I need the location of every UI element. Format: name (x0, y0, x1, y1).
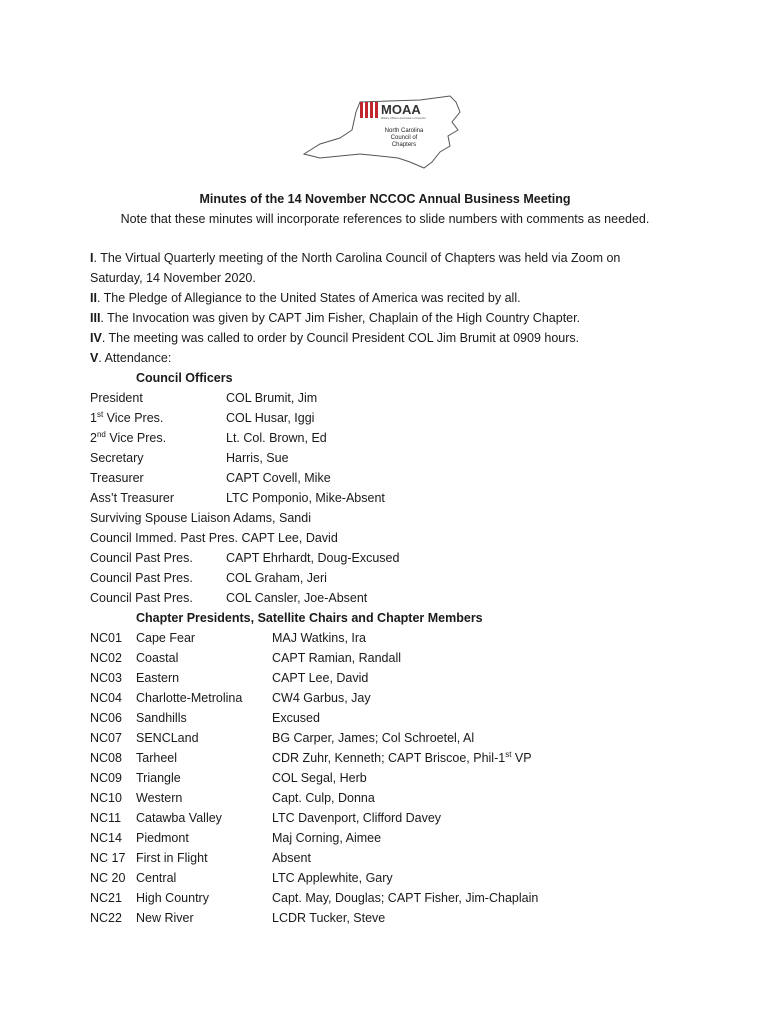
chapter-representative: Absent (272, 851, 311, 865)
chapter-row (90, 688, 690, 708)
officer-row: 1st Vice Pres. COL Husar, Iggi (90, 410, 315, 425)
chapter-name: Triangle (136, 771, 181, 785)
chapter-name: Charlotte-Metrolina (136, 691, 243, 705)
chapter-code: NC14 (90, 831, 122, 845)
surviving-spouse-liaison: Surviving Spouse Liaison Adams, Sandi (90, 511, 311, 525)
chapter-representative: LCDR Tucker, Steve (272, 911, 386, 925)
chapter-representative: Maj Corning, Aimee (272, 831, 382, 845)
chapter-code: NC06 (90, 711, 122, 725)
chapter-name: High Country (136, 891, 209, 905)
immediate-past-president: Council Immed. Past Pres. CAPT Lee, David (90, 531, 338, 545)
document-note: Note that these minutes will incorporate references to slide numbers with comments as needed. (120, 212, 650, 226)
council-line-1: North Carolina (384, 128, 424, 134)
chapter-name: First in Flight (136, 851, 208, 865)
chapter-representative: CAPT Ramian, Randall (272, 651, 401, 665)
chapter-code: NC 20 (90, 871, 126, 885)
chapter-representative: LTC Applewhite, Gary (272, 871, 393, 885)
chapter-name: Catawba Valley (136, 811, 222, 825)
chapter-code: NC10 (90, 791, 122, 805)
chapter-code: NC02 (90, 651, 122, 665)
item-iii: III. The Invocation was given by CAPT Jim Fisher, Chaplain of the High Country Chapter. (90, 311, 581, 325)
chapter-code: NC21 (90, 891, 122, 905)
chapter-code: NC 17 (90, 851, 126, 865)
item-ii: II. The Pledge of Allegiance to the United States of America was recited by all. (90, 291, 521, 305)
chapter-name: Eastern (136, 671, 180, 685)
chapter-representative: CW4 Garbus, Jay (272, 691, 371, 705)
chapter-representative: LTC Davenport, Clifford Davey (272, 811, 442, 825)
chapter-row (90, 888, 690, 908)
chapter-row (90, 628, 690, 648)
chapters-heading: Chapter Presidents, Satellite Chairs and Chapter Members (136, 611, 483, 625)
chapter-code: NC01 (90, 631, 122, 645)
item-v: V. Attendance: (90, 351, 172, 365)
chapter-row (90, 648, 690, 668)
chapter-representative: Capt. Culp, Donna (272, 791, 375, 805)
past-president-row: Council Past Pres. CAPT Ehrhardt, Doug-Excused (90, 551, 400, 565)
council-line-3: Chapters (391, 142, 417, 148)
chapter-row (90, 828, 690, 848)
chapter-row (90, 848, 690, 868)
chapter-representative: COL Segal, Herb (272, 771, 367, 785)
past-president-row: Council Past Pres. COL Graham, Jeri (90, 571, 327, 585)
chapter-code: NC04 (90, 691, 122, 705)
chapter-row (90, 728, 690, 748)
moaa-tagline: Military Officers Association of America (381, 117, 426, 120)
chapter-name: Coastal (136, 651, 179, 665)
chapter-name: SENCLand (136, 731, 199, 745)
document-title: Minutes of the 14 November NCCOC Annual Business Meeting (199, 192, 571, 206)
chapter-row (90, 868, 690, 888)
chapter-name: Sandhills (136, 711, 187, 725)
chapter-representative: BG Carper, James; Col Schroetel, Al (272, 731, 475, 745)
chapter-code: NC22 (90, 911, 122, 925)
chapter-code: NC11 (90, 811, 122, 825)
officer-row: Treasurer CAPT Covell, Mike (90, 471, 331, 485)
chapter-representative: Excused (272, 711, 320, 725)
officer-row: Ass’t Treasurer LTC Pomponio, Mike-Absent (90, 491, 385, 505)
moaa-nc-logo (300, 92, 465, 170)
chapter-name: Central (136, 871, 177, 885)
chapter-name: Western (136, 791, 183, 805)
council-line-2: Council of (390, 135, 418, 141)
chapter-code: NC07 (90, 731, 122, 745)
chapter-name: New River (136, 911, 194, 925)
chapter-code: NC03 (90, 671, 122, 685)
chapter-code: NC08 (90, 751, 122, 765)
chapter-row (90, 708, 690, 728)
chapter-row (90, 788, 690, 808)
council-officers-heading: Council Officers (136, 371, 233, 385)
officer-row: Secretary Harris, Sue (90, 451, 289, 465)
chapter-representative: MAJ Watkins, Ira (272, 631, 366, 645)
chapter-row (90, 908, 690, 928)
officer-row: President COL Brumit, Jim (90, 391, 318, 405)
chapter-name: Cape Fear (136, 631, 196, 645)
officer-row: 2nd Vice Pres. Lt. Col. Brown, Ed (90, 430, 327, 445)
chapter-representative: CAPT Lee, David (272, 671, 369, 685)
chapter-representative: Capt. May, Douglas; CAPT Fisher, Jim-Chaplain (272, 891, 539, 905)
past-president-row: Council Past Pres. COL Cansler, Joe-Absent (90, 591, 368, 605)
chapter-row (90, 748, 690, 768)
item-i-continued: Saturday, 14 November 2020. (90, 271, 256, 285)
chapter-row (90, 668, 690, 688)
chapter-code: NC09 (90, 771, 122, 785)
chapter-name: Tarheel (136, 751, 177, 765)
moaa-brand: MOAA (381, 102, 421, 117)
chapter-name: Piedmont (136, 831, 189, 845)
chapter-row (90, 808, 690, 828)
chapter-representative: CDR Zuhr, Kenneth; CAPT Briscoe, Phil-1st VP (272, 750, 532, 765)
item-i: I. The Virtual Quarterly meeting of the North Carolina Council of Chapters was held via Zoom on (90, 251, 621, 265)
chapter-row (90, 768, 690, 788)
item-iv: IV. The meeting was called to order by Council President COL Jim Brumit at 0909 hours. (90, 331, 580, 345)
